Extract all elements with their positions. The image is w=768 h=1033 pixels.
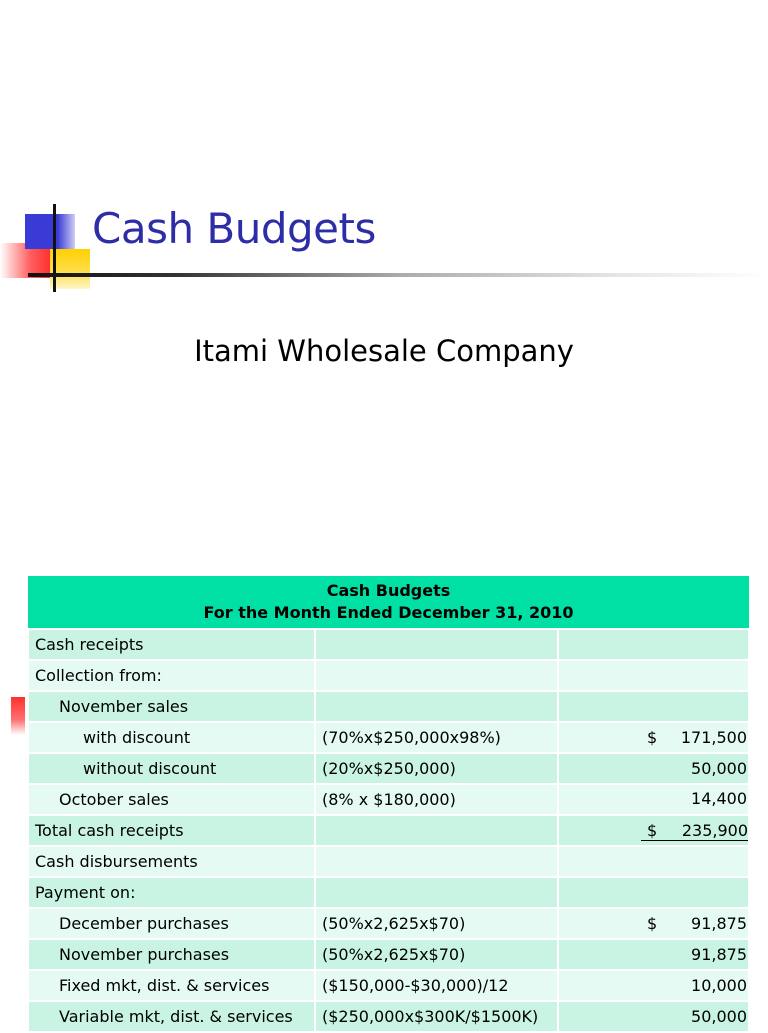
table-row bbox=[28, 877, 749, 908]
row-label: Fixed mkt, dist. & services bbox=[28, 970, 315, 1001]
table-row bbox=[28, 722, 749, 753]
row-label: Cash receipts bbox=[28, 629, 315, 660]
row-amount bbox=[558, 691, 749, 722]
row-amount bbox=[558, 1001, 749, 1032]
table-row bbox=[28, 784, 749, 815]
row-formula bbox=[315, 877, 558, 908]
row-label: October sales bbox=[28, 784, 315, 815]
amount-value: 91,875 bbox=[691, 945, 748, 964]
row-amount bbox=[558, 784, 749, 815]
row-amount bbox=[558, 939, 749, 970]
row-label: Total cash receipts bbox=[28, 815, 315, 846]
table-header-title: Cash Budgets bbox=[326, 581, 451, 600]
row-label: December purchases bbox=[28, 908, 315, 939]
table-header-cell bbox=[28, 576, 749, 629]
row-amount bbox=[558, 908, 749, 939]
row-amount bbox=[558, 970, 749, 1001]
row-amount bbox=[558, 877, 749, 908]
amount-value: 235,900 bbox=[681, 820, 749, 840]
amount-value: 14,400 bbox=[691, 789, 748, 808]
row-formula bbox=[315, 629, 558, 660]
row-label: without discount bbox=[28, 753, 315, 784]
row-formula bbox=[315, 846, 558, 877]
row-formula: (20%x$250,000) bbox=[315, 753, 558, 784]
table-row bbox=[28, 691, 749, 722]
row-formula bbox=[315, 815, 558, 846]
table-row bbox=[28, 815, 749, 846]
row-amount bbox=[558, 846, 749, 877]
row-label: with discount bbox=[28, 722, 315, 753]
row-label: Variable mkt, dist. & services bbox=[28, 1001, 315, 1032]
row-amount bbox=[558, 629, 749, 660]
amount-value: 171,500 bbox=[680, 728, 748, 747]
table-row bbox=[28, 939, 749, 970]
slide-title: Cash Budgets bbox=[92, 204, 376, 253]
row-amount bbox=[558, 722, 749, 753]
row-formula bbox=[315, 691, 558, 722]
row-formula: (50%x2,625x$70) bbox=[315, 939, 558, 970]
row-label: November purchases bbox=[28, 939, 315, 970]
title-underline bbox=[28, 273, 768, 277]
decor-yellow-square bbox=[50, 249, 90, 289]
amount-value: 91,875 bbox=[691, 914, 748, 933]
row-formula bbox=[315, 660, 558, 691]
table-row bbox=[28, 1001, 749, 1032]
decor-side-red-bar bbox=[11, 697, 25, 735]
amount-value: 50,000 bbox=[691, 759, 748, 778]
table-header-period: For the Month Ended December 31, 2010 bbox=[203, 603, 574, 622]
cash-budget-table bbox=[27, 576, 750, 1033]
amount-value: 50,000 bbox=[691, 1007, 748, 1026]
currency-symbol: $ bbox=[647, 728, 658, 747]
row-formula: ($150,000-$30,000)/12 bbox=[315, 970, 558, 1001]
row-label: Cash disbursements bbox=[28, 846, 315, 877]
table-row bbox=[28, 660, 749, 691]
row-amount bbox=[558, 660, 749, 691]
table-row bbox=[28, 753, 749, 784]
row-formula: (8% x $180,000) bbox=[315, 784, 558, 815]
table-header bbox=[28, 576, 749, 629]
table-row bbox=[28, 846, 749, 877]
table-row bbox=[28, 629, 749, 660]
row-formula: (50%x2,625x$70) bbox=[315, 908, 558, 939]
row-amount bbox=[558, 815, 749, 846]
row-label: Payment on: bbox=[28, 877, 315, 908]
amount-value: 10,000 bbox=[691, 976, 748, 995]
row-formula: (70%x$250,000x98%) bbox=[315, 722, 558, 753]
company-name: Itami Wholesale Company bbox=[194, 334, 574, 368]
row-amount bbox=[558, 753, 749, 784]
row-formula: ($250,000x$300K/$1500K) bbox=[315, 1001, 558, 1032]
decor-blue-square bbox=[25, 214, 75, 249]
table-row bbox=[28, 970, 749, 1001]
table-row bbox=[28, 908, 749, 939]
decor-vertical-line bbox=[53, 204, 56, 292]
row-label: November sales bbox=[28, 691, 315, 722]
currency-symbol: $ bbox=[647, 914, 658, 933]
currency-symbol: $ bbox=[647, 820, 658, 840]
row-label: Collection from: bbox=[28, 660, 315, 691]
